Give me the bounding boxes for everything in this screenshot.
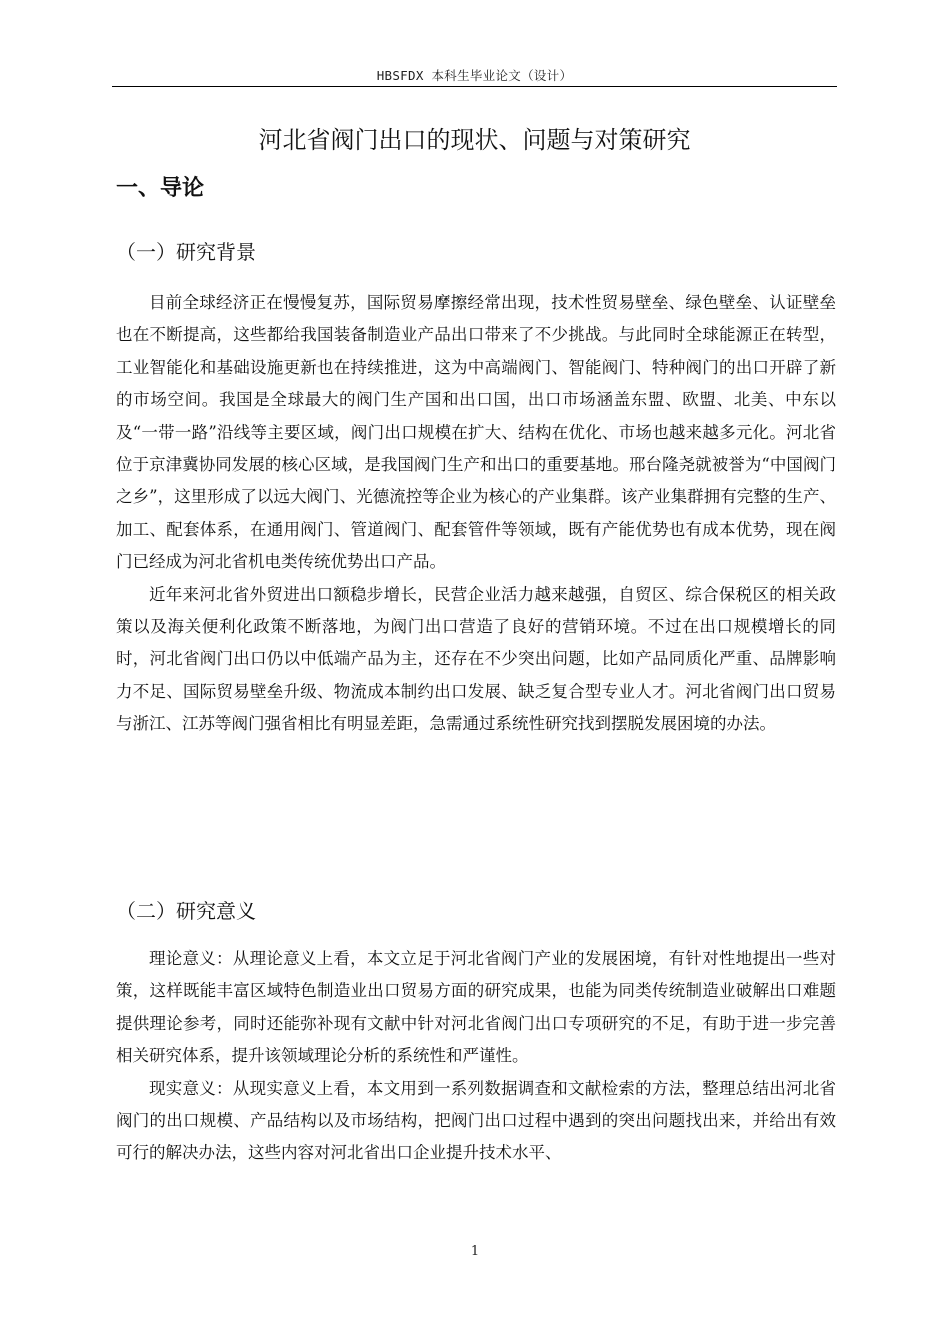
paragraph: 现实意义：从现实意义上看，本文用到一系列数据调查和文献检索的方法，整理总结出河北省阀门的出口规模、产品结构以及市场结构，把阀门出口过程中遇到的突出问题找出来，并给出有效可行的解决办法，这些内容对河北省出口企业提升技术水平、 bbox=[116, 1078, 836, 1163]
subsection-heading-research-background: （一）研究背景 bbox=[116, 240, 256, 264]
document-title: 河北省阀门出口的现状、问题与对策研究 bbox=[258, 126, 691, 154]
research-significance-body bbox=[116, 943, 836, 1170]
running-header: HBSFDX 本科生毕业论文（设计） bbox=[376, 68, 573, 83]
research-background-body bbox=[116, 287, 836, 741]
header-rule bbox=[112, 86, 837, 87]
paragraph: 理论意义：从理论意义上看，本文立足于河北省阀门产业的发展困境，有针对性地提出一些对策，这样既能丰富区域特色制造业出口贸易方面的研究成果，也能为同类传统制造业破解出口难题提供理论参考，同时还能弥补现有文献中针对河北省阀门出口专项研究的不足，有助于进一步完善相关研究体系，提升该领域理论分析的系统性和严谨性。 bbox=[116, 949, 836, 1066]
paragraph: 近年来河北省外贸进出口额稳步增长，民营企业活力越来越强，自贸区、综合保税区的相关政策以及海关便利化政策不断落地，为阀门出口营造了良好的营销环境。不过在出口规模增长的同时，河北省阀门出口仍以中低端产品为主，还存在不少突出问题，比如产品同质化严重、品牌影响力不足、国际贸易壁垒升级、物流成本制约出口发展、缺乏复合型专业人才。河北省阀门出口贸易与浙江、江苏等阀门强省相比有明显差距，急需通过系统性研究找到摆脱发展困境的办法。 bbox=[116, 584, 836, 734]
subsection-heading-research-significance: （二）研究意义 bbox=[116, 899, 256, 923]
page-number: 1 bbox=[470, 1244, 480, 1259]
paragraph: 目前全球经济正在慢慢复苏，国际贸易摩擦经常出现，技术性贸易壁垒、绿色壁垒、认证壁垒也在不断提高，这些都给我国装备制造业产品出口带来了不少挑战。与此同时全球能源正在转型，工业智能化和基础设施更新也在持续推进，这为中高端阀门、智能阀门、特种阀门的出口开辟了新的市场空间。我国是全球最大的阀门生产国和出口国，出口市场涵盖东盟、欧盟、北美、中东以及“一带一路”沿线等主要区域，阀门出口规模在扩大、结构在优化、市场也越来越多元化。河北省位于京津冀协同发展的核心区域，是我国阀门生产和出口的重要基地。邢台隆尧就被誉为“中国阀门之乡”，这里形成了以远大阀门、光德流控等企业为核心的产业集群。该产业集群拥有完整的生产、加工、配套体系，在通用阀门、管道阀门、配套管件等领域，既有产能优势也有成本优势，现在阀门已经成为河北省机电类传统优势出口产品。 bbox=[116, 293, 836, 572]
section-heading-introduction: 一、导论 bbox=[116, 176, 205, 201]
